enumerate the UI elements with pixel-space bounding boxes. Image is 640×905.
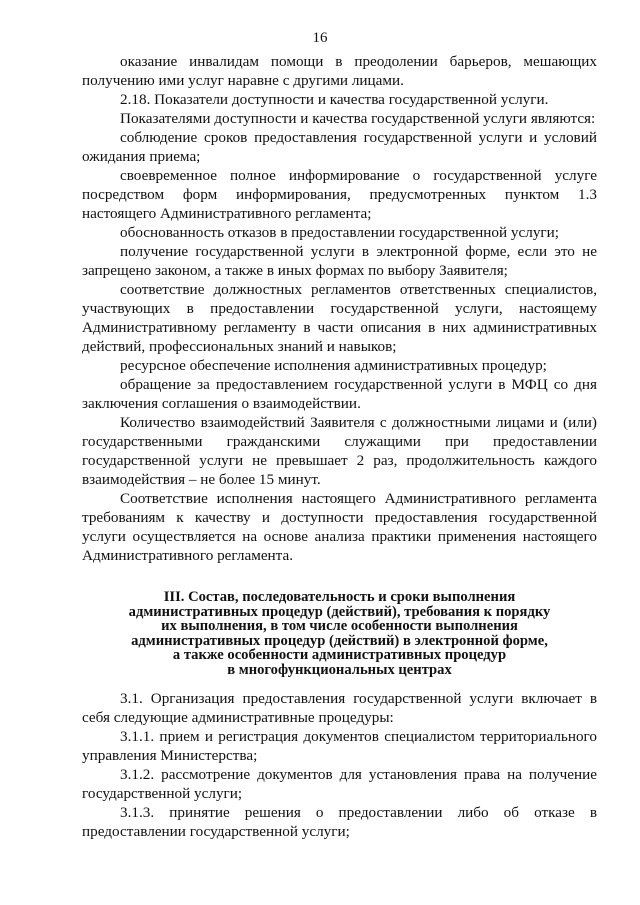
paragraph: 3.1.2. рассмотрение документов для установления права на получение государственной услуги; — [82, 766, 597, 802]
text-block-top — [82, 52, 597, 565]
page-number: 16 — [312, 30, 328, 46]
paragraph: ресурсное обеспечение исполнения административных процедур; — [120, 357, 547, 374]
paragraph: получение государственной услуги в электронной форме, если это не запрещено законом, а также в иных формах по выбору Заявителя; — [82, 243, 597, 279]
paragraph: Показателями доступности и качества государственной услуги являются: — [120, 110, 596, 127]
heading-line: в многофункциональных центрах — [227, 661, 452, 678]
paragraph: 3.1.3. принятие решения о предоставлении либо об отказе в предоставлении государственной услуги; — [82, 804, 597, 840]
paragraph: оказание инвалидам помощи в преодолении барьеров, мешающих получению ими услуг наравне с другими лицами. — [82, 53, 597, 89]
heading-line: административных процедур (действий) в электронной форме, — [131, 632, 548, 649]
paragraph: Соответствие исполнения настоящего Административного регламента требованиям к качеству и доступности предоставления государственной услуги осуществляется на основе анализа практики применения настоящего Административного регламента. — [82, 490, 597, 564]
paragraph: соблюдение сроков предоставления государственной услуги и условий ожидания приема; — [82, 129, 597, 165]
heading-line: а также особенности административных процедур — [172, 647, 507, 663]
paragraph: 3.1. Организация предоставления государственной услуги включает в себя следующие административные процедуры: — [82, 690, 597, 726]
paragraph: обоснованность отказов в предоставлении государственной услуги; — [120, 224, 560, 241]
paragraph: Количество взаимодействий Заявителя с должностными лицами и (или) государственными гражданскими служащими при предоставлении государственной услуги не превышает 2 раз, продолжительность каждого взаимодействия – не более 15 минут. — [82, 414, 597, 488]
heading-line: их выполнения, в том числе особенности выполнения — [161, 618, 518, 634]
paragraph: 2.18. Показатели доступности и качества государственной услуги. — [120, 91, 549, 108]
paragraph: своевременное полное информирование о государственной услуге посредством форм информирования, предусмотренных пунктом 1.3 настоящего Административного регламента; — [82, 167, 597, 222]
text-block-bottom — [82, 689, 597, 841]
paragraph: 3.1.1. прием и регистрация документов специалистом территориального управления Министерства; — [82, 728, 597, 764]
section-heading — [82, 590, 597, 677]
paragraph: обращение за предоставлением государственной услуги в МФЦ со дня заключения соглашения о взаимодействии. — [82, 376, 597, 412]
heading-line: III. Состав, последовательность и сроки выполнения — [163, 589, 516, 605]
paragraph: соответствие должностных регламентов ответственных специалистов, участвующих в предоставлении государственной услуги, настоящему Административному регламенту в части описания в них административных действий, профессиональных знаний и навыков; — [82, 281, 597, 355]
heading-line: административных процедур (действий), требования к порядку — [128, 603, 551, 620]
